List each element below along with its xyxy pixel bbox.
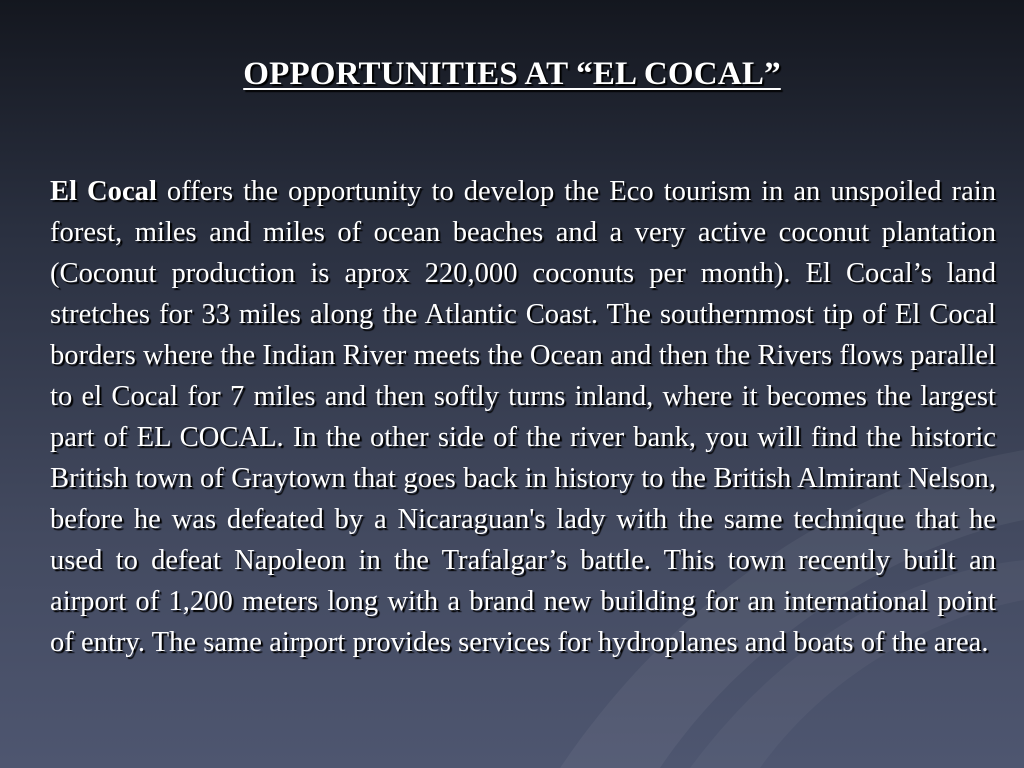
- body-paragraph: [50, 171, 996, 663]
- body-lead-text: El Cocal: [50, 176, 157, 207]
- slide-title: OPPORTUNITIES AT “EL COCAL”: [243, 56, 781, 92]
- body-text: offers the opportunity to develop the Eco tourism in an unspoiled rain forest, miles and miles of ocean beaches and a very active coconut plantation (Coconut production is aprox 220,000 coconuts per month). El Cocal’s land stretches for 33 miles along the Atlantic Coast. The southernmost tip of El Cocal borders where the Indian River meets the Ocean and then the Rivers flows parallel to el Cocal for 7 miles and then softly turns inland, where it becomes the largest part of EL COCAL. In the other side of the river bank, you will find the historic British town of Graytown that goes back in history to the British Almirant Nelson, before he was defeated by a Nicaraguan's lady with the same technique that he used to defeat Napoleon in the Trafalgar’s battle. This town recently built an airport of 1,200 meters long with a brand new building for an international point of entry. The same airport provides services for hydroplanes and boats of the area.: [50, 176, 997, 658]
